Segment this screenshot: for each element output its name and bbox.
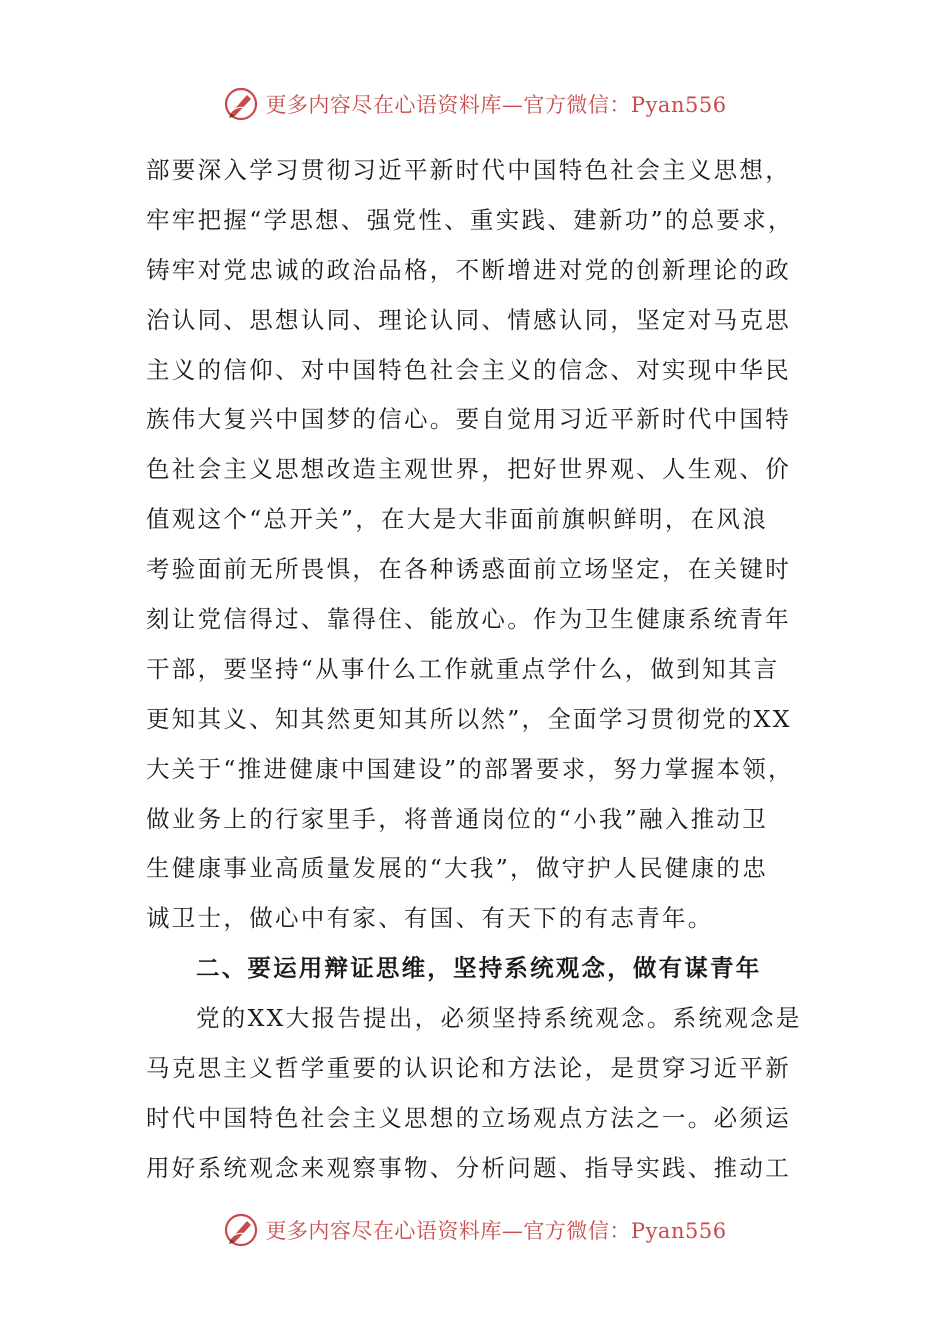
body-line: 诚卫士，做心中有家、有国、有天下的有志青年。 [146, 904, 714, 933]
body-line: 刻让党信得过、靠得住、能放心。作为卫生健康系统青年 [146, 605, 791, 634]
section-heading: 二、要运用辩证思维，坚持系统观念，做有谋青年 [196, 954, 762, 983]
body-line: 干部，要坚持“从事什么工作就重点学什么，做到知其言 [146, 654, 780, 683]
body-line: 铸牢对党忠诚的政治品格，不断增进对党的创新理论的政 [146, 255, 791, 284]
body-line: 部要深入学习贯彻习近平新时代中国特色社会主义思想， [146, 156, 791, 184]
body-line: 做业务上的行家里手，将普通岗位的“小我”融入推动卫 [146, 804, 769, 833]
footer-banner-text: 更多内容尽在心语资料库—官方微信：Pyan556 [265, 1219, 727, 1243]
body-line: 族伟大复兴中国梦的信心。要自觉用习近平新时代中国特 [146, 405, 791, 434]
pen-logo-icon [223, 1212, 259, 1248]
header-banner-text: 更多内容尽在心语资料库—官方微信：Pyan556 [265, 93, 727, 117]
header-banner [0, 82, 950, 126]
body-line: 更知其义、知其然更知其所以然”，全面学习贯彻党的XX [146, 704, 792, 733]
body-line: 考验面前无所畏惧，在各种诱惑面前立场坚定，在关键时 [146, 555, 791, 584]
paragraph-first-line: 党的XX大报告提出，必须坚持系统观念。系统观念是 [196, 1004, 802, 1033]
body-line: 大关于“推进健康中国建设”的部署要求，努力掌握本领， [146, 754, 794, 783]
body-line: 马克思主义哲学重要的认识论和方法论，是贯穿习近平新 [146, 1054, 791, 1083]
body-line: 色社会主义思想改造主观世界，把好世界观、人生观、价 [146, 455, 791, 484]
footer-banner [0, 1208, 950, 1252]
body-line: 治认同、思想认同、理论认同、情感认同，坚定对马克思 [146, 305, 791, 334]
body-line: 主义的信仰、对中国特色社会主义的信念、对实现中华民 [146, 355, 791, 384]
pen-logo-icon [223, 86, 259, 122]
body-line: 用好系统观念来观察事物、分析问题、指导实践、推动工 [146, 1153, 791, 1182]
body-line: 值观这个“总开关”，在大是大非面前旗帜鲜明，在风浪 [146, 505, 769, 534]
body-line: 牢牢把握“学思想、强党性、重实践、建新功”的总要求， [146, 205, 794, 234]
body-line: 生健康事业高质量发展的“大我”，做守护人民健康的忠 [146, 854, 769, 883]
document-body [146, 146, 806, 1194]
body-line: 时代中国特色社会主义思想的立场观点方法之一。必须运 [146, 1103, 791, 1132]
